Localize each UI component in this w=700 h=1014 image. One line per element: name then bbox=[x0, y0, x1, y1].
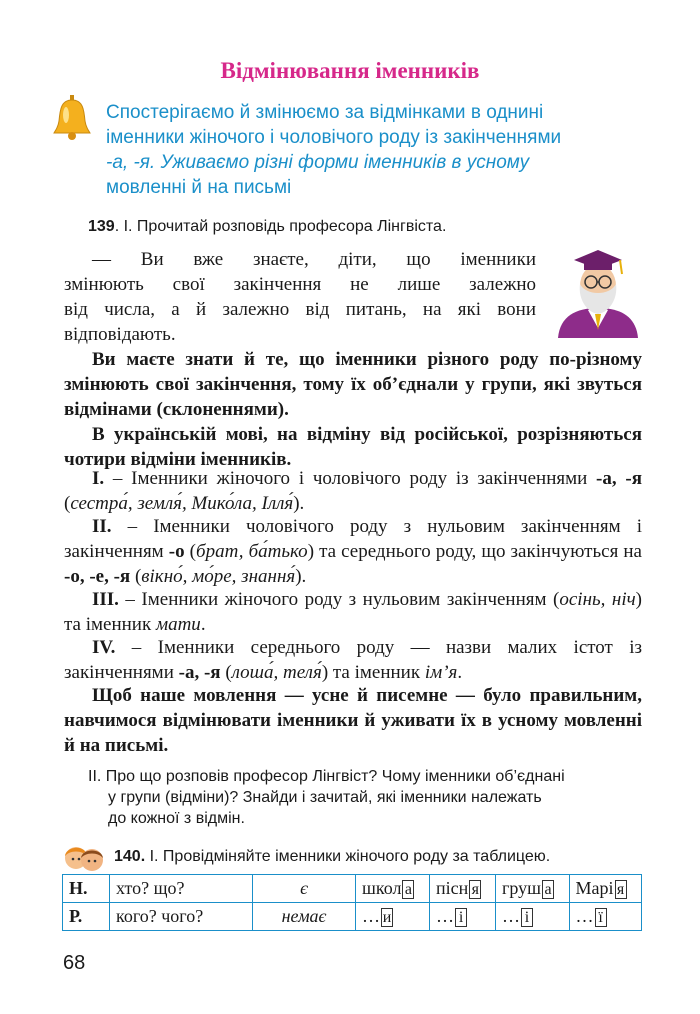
declension-number: ІІІ. bbox=[92, 589, 119, 610]
table-row bbox=[63, 903, 642, 931]
children-icon bbox=[62, 840, 106, 874]
declension-table bbox=[62, 874, 642, 931]
paragraph-declension-3 bbox=[64, 587, 642, 637]
exercise-number: 139 bbox=[88, 218, 115, 235]
word-stem: школ bbox=[362, 877, 402, 898]
word-stem: … bbox=[436, 905, 455, 926]
word-cell bbox=[569, 875, 641, 903]
text-span: відміни іменників. bbox=[125, 449, 292, 470]
text-span: ). bbox=[295, 566, 307, 587]
text-span: ) та середнього роду, що закінчуються на bbox=[307, 541, 642, 562]
ending-box: і bbox=[521, 908, 533, 927]
text-span: Щоб наше мовлення — усне й писемне — було правильним, навчимося відмінювати іменники й уживати їх в усному мовленні й на письмі. bbox=[64, 685, 642, 756]
examples: мати bbox=[155, 614, 201, 635]
term-declensions: відмінами bbox=[64, 399, 152, 420]
exercise-task: І. Провідміняйте іменники жіночого роду за таблицею. bbox=[145, 848, 551, 865]
ending-box: я bbox=[469, 880, 481, 899]
intro-line bbox=[106, 150, 666, 175]
text-span: (склоненнями). bbox=[151, 399, 289, 420]
exercise-task: . І. Прочитай розповідь професора Лінгвіста. bbox=[114, 218, 447, 235]
text-span: ( bbox=[64, 493, 71, 514]
paragraph-intro bbox=[64, 247, 536, 347]
endings: -о bbox=[168, 541, 185, 562]
intro-line: іменники жіночого і чоловічого роду із закінченнями bbox=[106, 127, 562, 148]
ending-box: и bbox=[382, 909, 392, 927]
table-row bbox=[63, 875, 642, 903]
text-span: В українській мові, на відміну від російської, розрізняються bbox=[92, 424, 642, 445]
word-stem: … bbox=[575, 905, 594, 926]
exercise-140-heading bbox=[114, 848, 550, 866]
lesson-objective bbox=[106, 100, 666, 200]
question-cell: хто? що? bbox=[110, 875, 253, 903]
word-stem: Марі bbox=[575, 877, 614, 898]
word-cell bbox=[356, 903, 430, 931]
text-span: ( bbox=[130, 566, 142, 587]
text-span: – Іменники жіночого і чоловічого роду із закінченнями bbox=[104, 468, 597, 489]
examples: ім’я bbox=[424, 662, 458, 683]
paragraph-declensions bbox=[64, 347, 642, 422]
verb-cell: немає bbox=[253, 903, 356, 931]
text-span: . bbox=[200, 614, 206, 635]
intro-line: Спостерігаємо й змінюємо за відмінками в однині bbox=[106, 102, 544, 123]
ending-box: а bbox=[402, 880, 414, 899]
exercise-139-part-2 bbox=[88, 766, 644, 829]
bell-icon bbox=[52, 95, 92, 141]
examples: брат, ба́тько bbox=[196, 541, 308, 562]
endings: -о, -е, -я bbox=[64, 566, 131, 587]
text-span: – Іменники чоловічого роду з нульовим закінченням і закінченням bbox=[64, 516, 642, 562]
text-line: змінюють свої закінчення не лише залежно bbox=[64, 274, 536, 295]
word-cell bbox=[495, 875, 569, 903]
declension-number: ІV. bbox=[92, 637, 116, 658]
text-line bbox=[64, 247, 536, 272]
page-number: 68 bbox=[63, 952, 86, 974]
declension-number: І. bbox=[92, 468, 105, 489]
endings: -а, -я bbox=[178, 662, 221, 683]
text-span: ) та іменник bbox=[64, 589, 642, 635]
word-cell bbox=[430, 903, 496, 931]
ending-box: а bbox=[542, 880, 554, 899]
term-four: чотири bbox=[64, 449, 126, 470]
examples: сестра́, земля́, Мико́ла, Ілля́ bbox=[70, 493, 294, 514]
endings: -а, -я bbox=[596, 468, 642, 489]
ending-box: і bbox=[455, 908, 467, 927]
word-cell bbox=[569, 903, 641, 931]
word-cell bbox=[356, 875, 430, 903]
word-stem: пісн bbox=[436, 877, 469, 898]
paragraph-four-declensions bbox=[64, 422, 642, 472]
examples: осінь, ніч bbox=[559, 589, 636, 610]
examples: лоша́, теля́ bbox=[231, 662, 322, 683]
ending-box: я bbox=[615, 880, 627, 899]
paragraph-declension-2 bbox=[64, 514, 642, 589]
examples: вікно́, мо́ре, знання́ bbox=[141, 566, 296, 587]
word-cell bbox=[430, 875, 496, 903]
word-cell bbox=[495, 903, 569, 931]
professor-illustration bbox=[548, 238, 648, 338]
case-cell: Н. bbox=[63, 875, 110, 903]
text-line: відповідають. bbox=[64, 324, 176, 345]
exercise-139-heading bbox=[88, 218, 446, 236]
intro-line: мовленні й на письмі bbox=[106, 177, 292, 198]
ending-box: ї bbox=[595, 908, 607, 927]
word-stem: … bbox=[362, 905, 380, 926]
question-line: ІІ. Про що розповів професор Лінгвіст? Чому іменники об’єднані bbox=[88, 768, 565, 785]
text-span: – Іменники середнього роду — назви малих істот із закінченнями bbox=[64, 637, 642, 683]
paragraph-declension-4 bbox=[64, 635, 642, 685]
case-cell: Р. bbox=[63, 903, 110, 931]
question-cell: кого? чого? bbox=[110, 903, 253, 931]
word-stem: … bbox=[501, 905, 520, 926]
text-span: ). bbox=[293, 493, 305, 514]
question-line: у групи (відміни)? Знайди і зачитай, які іменники належать bbox=[108, 789, 542, 806]
text-span: – Іменники жіночого роду з нульовим закінченням ( bbox=[118, 589, 560, 610]
paragraph-conclusion bbox=[64, 683, 642, 758]
text-span: — Ви вже знаєте, діти, що іменники bbox=[92, 249, 536, 270]
text-line: від числа, а й залежно від питань, на які вони bbox=[64, 299, 536, 320]
text-span: ( bbox=[184, 541, 197, 562]
verb-cell: є bbox=[253, 875, 356, 903]
text-span: Ви маєте знати й те, що іменники різного роду по-різному змінюють свої закінчення, тому їх об’єднали у групи, які звуться bbox=[64, 349, 642, 395]
page-title: Відмінювання іменників bbox=[220, 58, 480, 83]
declension-number: ІІ. bbox=[92, 516, 112, 537]
text-span: ( bbox=[220, 662, 232, 683]
text-span: ) та іменник bbox=[321, 662, 425, 683]
question-line: до кожної з відмін. bbox=[108, 810, 245, 827]
intro-endings: -а, -я. Уживаємо різні форми іменників в усному bbox=[106, 152, 530, 173]
word-stem: груш bbox=[501, 877, 541, 898]
paragraph-declension-1 bbox=[64, 466, 642, 516]
exercise-number: 140. bbox=[114, 848, 146, 865]
text-span: . bbox=[457, 662, 463, 683]
